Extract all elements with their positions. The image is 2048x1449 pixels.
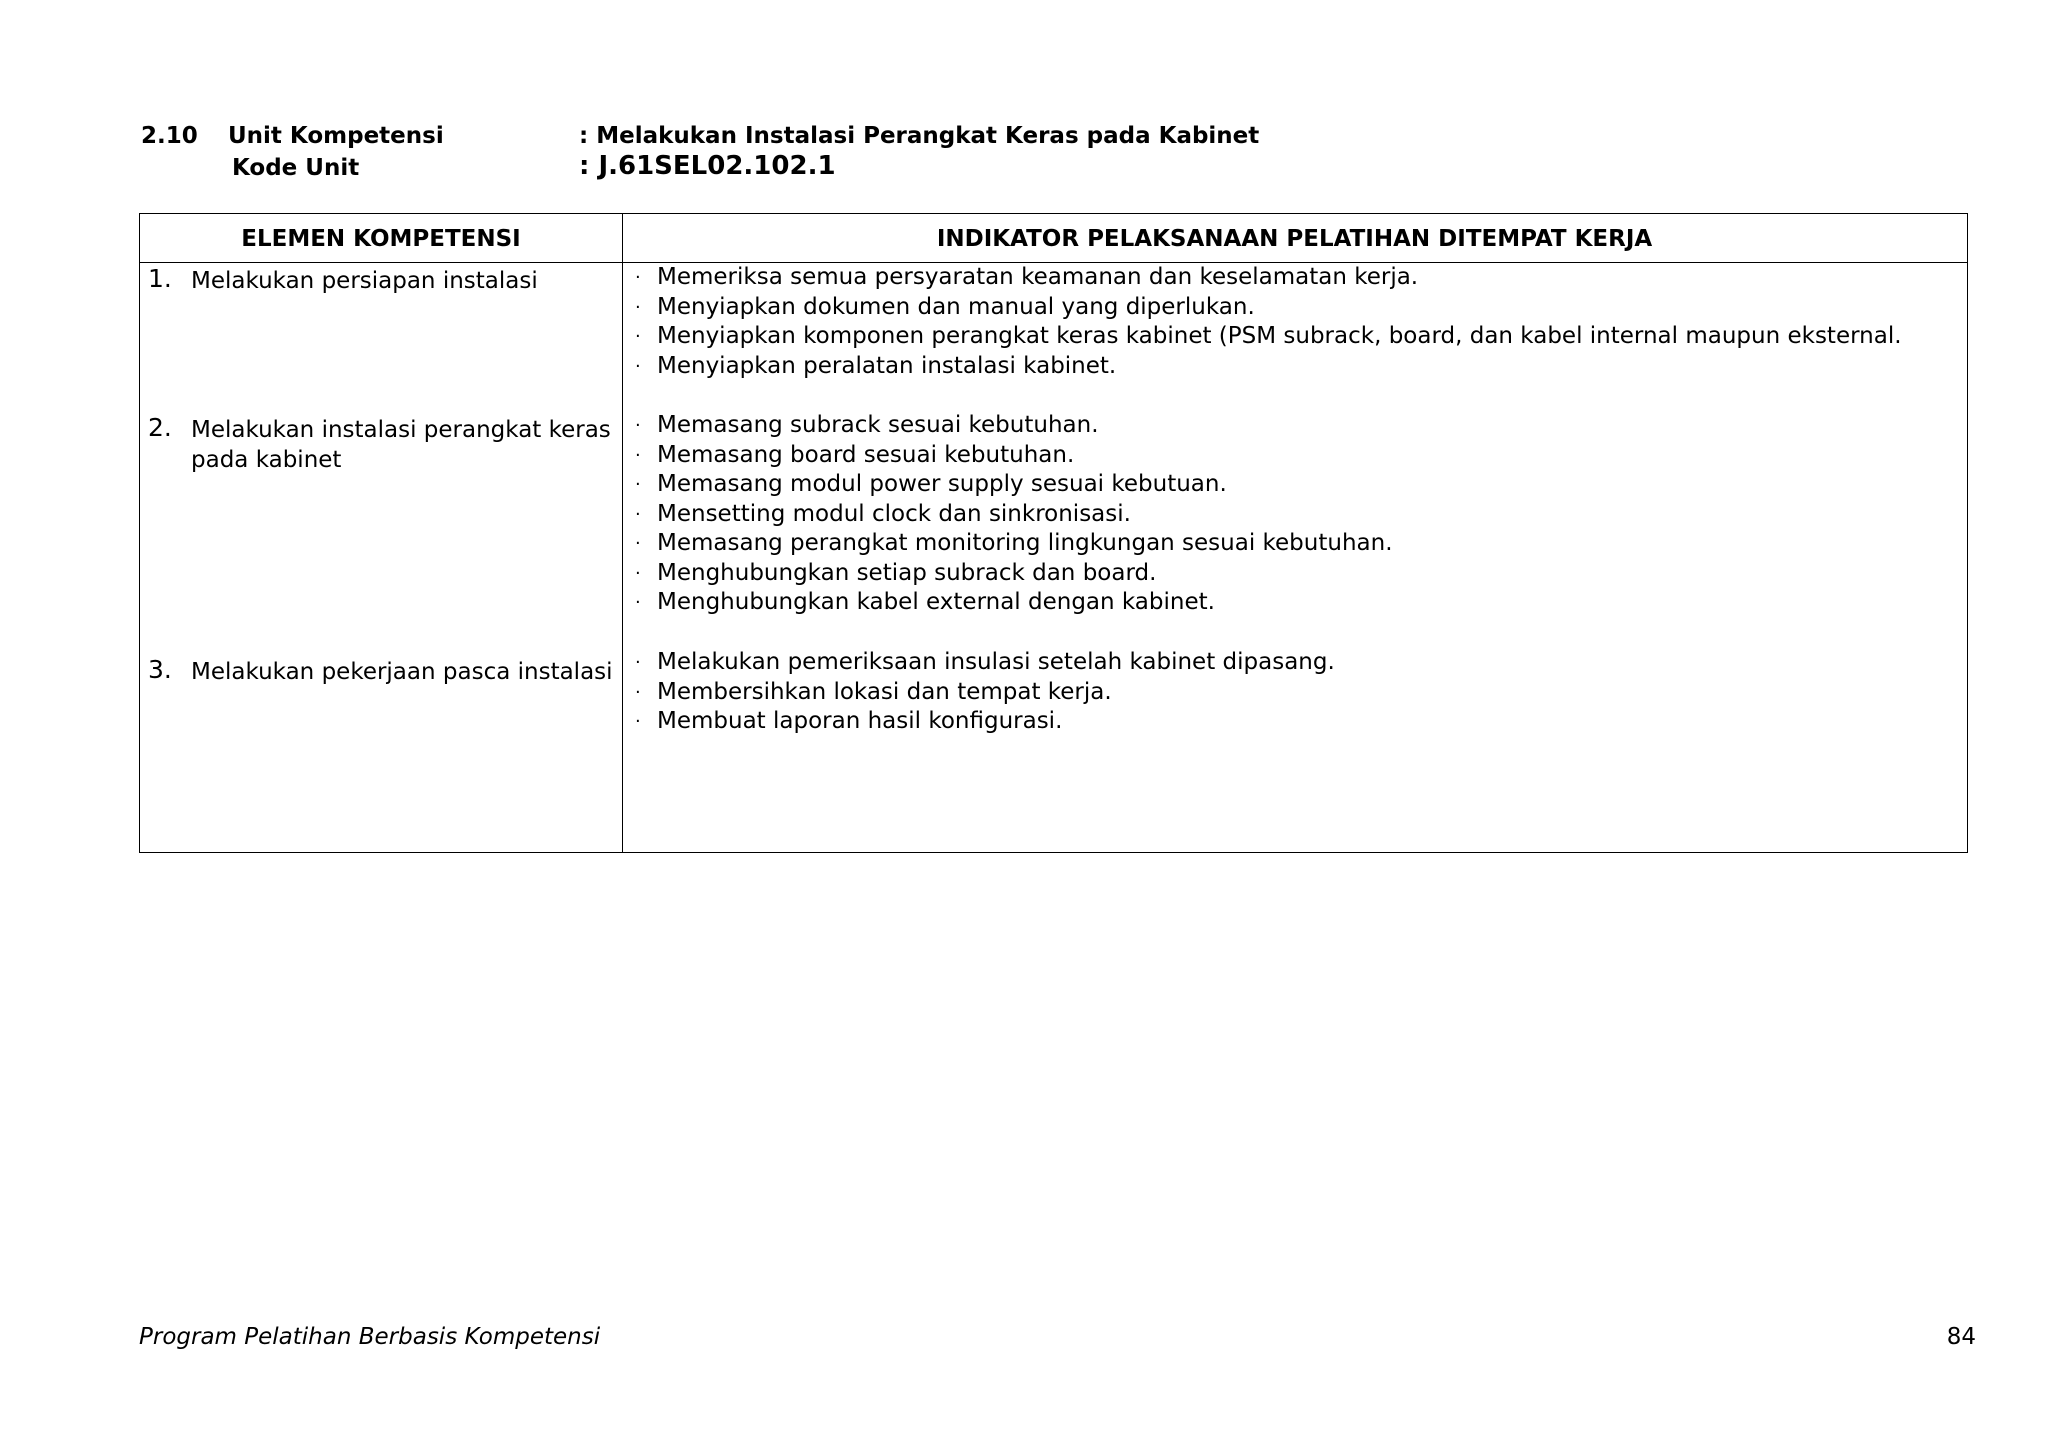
bullet-icon: · xyxy=(635,533,641,554)
list-item: · Menghubungkan kabel external dengan kabinet. xyxy=(635,588,1955,618)
bullet-icon: · xyxy=(635,474,641,495)
column-header-indicator: INDIKATOR PELAKSANAAN PELATIHAN DITEMPAT KERJA xyxy=(936,226,1653,252)
list-item: · Memasang perangkat monitoring lingkungan sesuai kebutuhan. xyxy=(635,529,1955,559)
indicator-list-2 xyxy=(635,411,1955,618)
element-text: Melakukan instalasi perangkat keras pada kabinet xyxy=(191,417,611,473)
bullet-icon: · xyxy=(635,355,641,377)
indicator-list-1 xyxy=(635,263,1955,381)
bullet-icon: · xyxy=(635,562,641,584)
column-header-element: ELEMEN KOMPETENSI xyxy=(241,226,521,252)
bullet-icon: · xyxy=(635,652,641,673)
list-item: · Menghubungkan setiap subrack dan board. xyxy=(635,559,1955,589)
bullet-icon: · xyxy=(635,415,641,436)
bullet-icon: · xyxy=(635,681,641,703)
list-item: · Menyiapkan peralatan instalasi kabinet. xyxy=(635,352,1955,382)
bullet-icon: · xyxy=(635,503,641,525)
bullet-icon: · xyxy=(635,267,641,288)
bullet-icon: · xyxy=(635,711,641,732)
list-item: · Memasang modul power supply sesuai kebutuan. xyxy=(635,470,1955,500)
list-item: · Memasang board sesuai kebutuhan. xyxy=(635,441,1955,471)
unit-code: : J.61SEL02.102.1 xyxy=(579,151,836,181)
bullet-icon: · xyxy=(635,296,641,318)
list-item: · Melakukan pemeriksaan insulasi setelah kabinet dipasang. xyxy=(635,648,1955,678)
list-item: · Memeriksa semua persyaratan keamanan dan keselamatan kerja. xyxy=(635,263,1955,293)
footer-program-name: Program Pelatihan Berbasis Kompetensi xyxy=(139,1324,601,1350)
page-number: 84 xyxy=(1946,1324,1976,1350)
element-number: 1. xyxy=(148,264,172,293)
bullet-icon: · xyxy=(635,592,641,613)
element-text: Melakukan pekerjaan pasca instalasi xyxy=(191,659,613,685)
list-item: · Menyiapkan komponen perangkat keras kabinet (PSM subrack, board, dan kabel internal maupun eksternal. xyxy=(635,322,1955,352)
list-item: · Mensetting modul clock dan sinkronisasi. xyxy=(635,500,1955,530)
list-item: · Membuat laporan hasil konfigurasi. xyxy=(635,707,1955,737)
indicator-list-3 xyxy=(635,648,1955,737)
list-item: · Memasang subrack sesuai kebutuhan. xyxy=(635,411,1955,441)
element-text: Melakukan persiapan instalasi xyxy=(191,268,538,294)
bullet-icon: · xyxy=(635,444,641,466)
list-item: · Menyiapkan dokumen dan manual yang diperlukan. xyxy=(635,293,1955,323)
bullet-icon: · xyxy=(635,326,641,347)
column-divider xyxy=(622,214,623,852)
unit-label: Unit Kompetensi xyxy=(228,123,444,149)
element-number: 2. xyxy=(148,413,172,442)
code-label: Kode Unit xyxy=(232,155,360,181)
competency-table xyxy=(139,213,1968,853)
unit-title: : Melakukan Instalasi Perangkat Keras pada Kabinet xyxy=(579,123,1260,149)
list-item: · Membersihkan lokasi dan tempat kerja. xyxy=(635,678,1955,708)
section-number: 2.10 xyxy=(141,123,198,149)
element-number: 3. xyxy=(148,655,172,684)
